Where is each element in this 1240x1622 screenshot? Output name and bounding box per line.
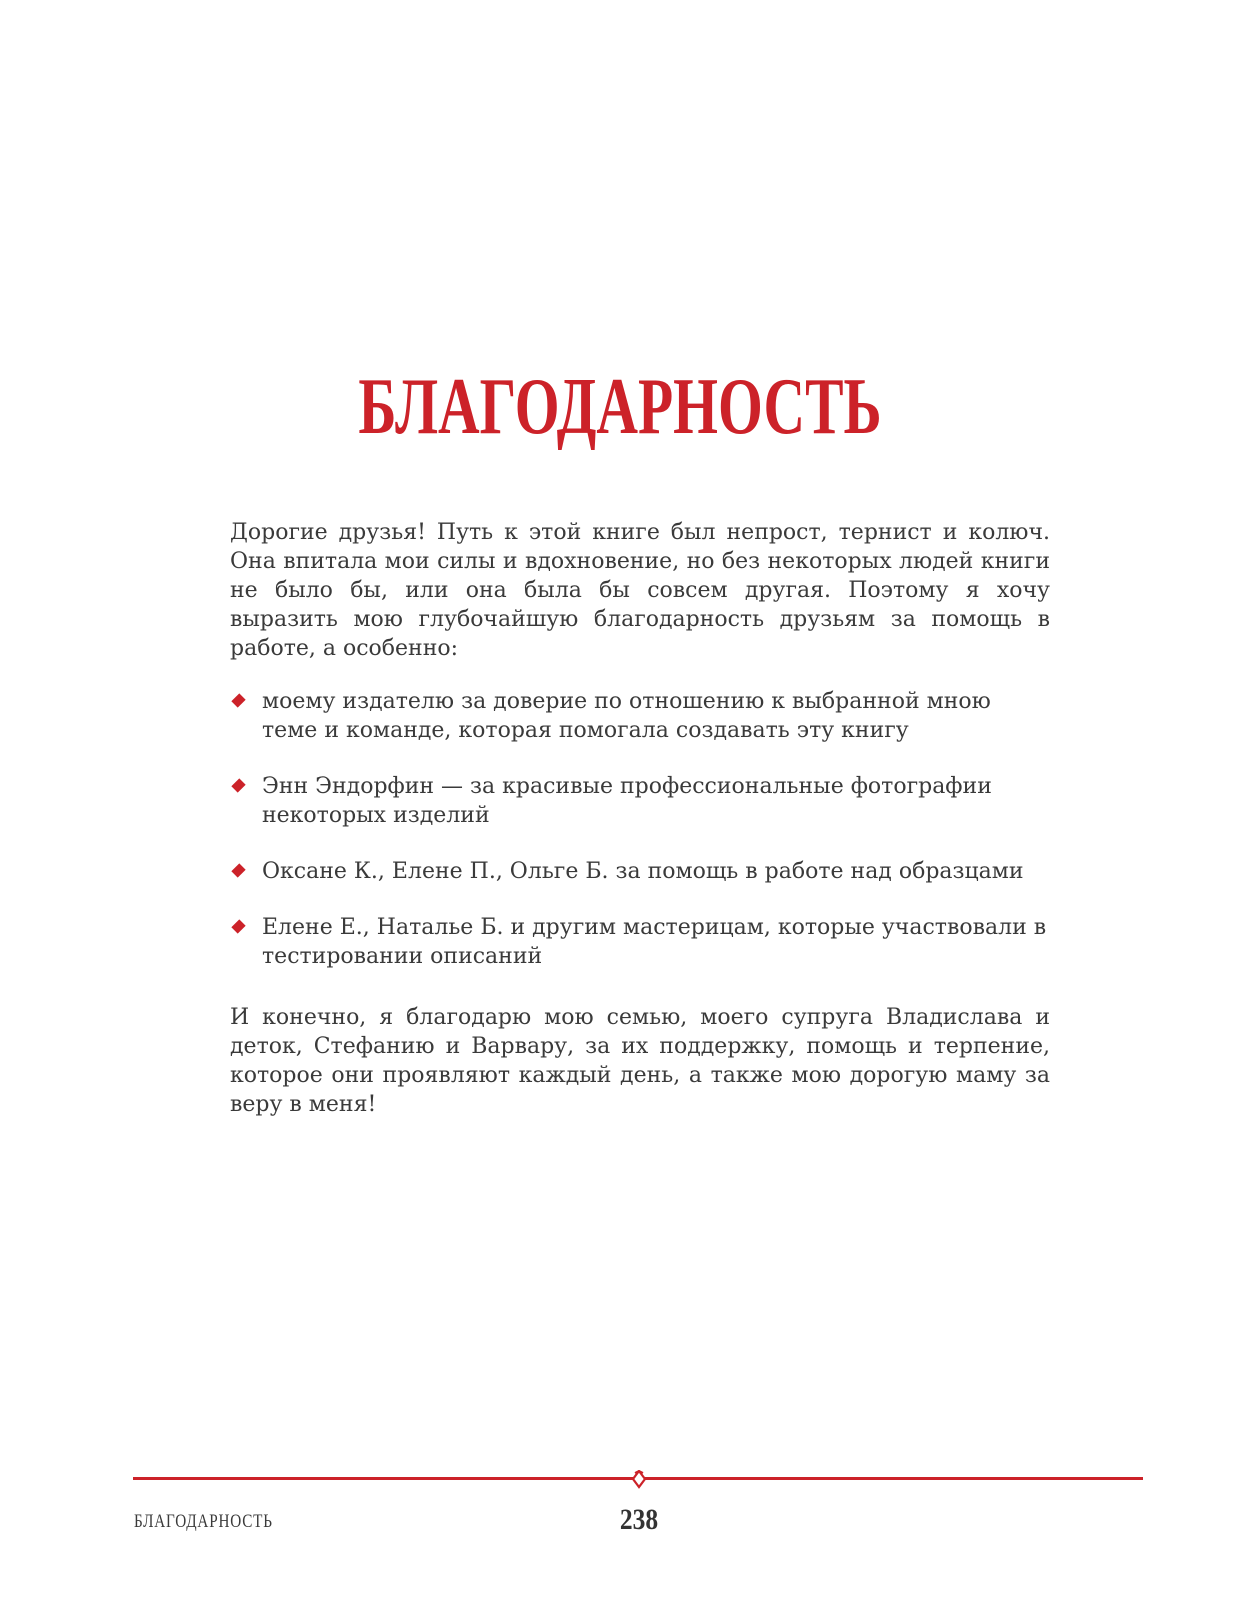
acknowledgements-body [230,518,1050,1119]
intro-paragraph: Дорогие друзья! Путь к этой книге был непрост, тернист и колюч. Она впитала мои силы и вдохновение, но без некоторых людей книги не было бы, или она была бы совсем другая. Поэтому я хочу выразить мою глубочайшую благодарность друзьям за помощь в работе, а особенно: [230,520,1050,661]
diamond-bullet-icon [231,778,245,792]
diamond-bullet-icon [231,863,245,877]
outro-paragraph: И конечно, я благодарю мою семью, моего супруга Владислава и деток, Стефанию и Варвару, за их поддержку, помощь и терпение, которое они проявляют каждый день, а также мою дорогую маму за веру в меня! [230,1005,1050,1117]
list-item [230,913,1050,971]
diamond-bullet-icon [231,693,245,707]
list-item-text: Энн Эндорфин — за красивые профессиональные фотографии некоторых изделий [262,774,992,828]
list-item-text: моему издателю за доверие по отношению к выбранной мною теме и команде, которая помогала создавать эту книгу [262,689,991,743]
list-item [230,687,1050,745]
list-item-text: Елене Е., Наталье Б. и другим мастерицам, которые участвовали в тестировании описаний [262,915,1047,969]
list-item [230,857,1050,886]
page-title: БЛАГОДАРНОСТЬ [358,363,882,451]
knot-ornament-icon [631,1470,647,1492]
list-item [230,772,1050,830]
footer-running-title: БЛАГОДАРНОСТЬ [134,1511,273,1532]
thanks-list [230,687,1050,971]
list-item-text: Оксане К., Елене П., Ольге Б. за помощь в работе над образцами [262,859,1024,884]
page-number: 238 [619,1503,659,1536]
diamond-bullet-icon [231,919,245,933]
